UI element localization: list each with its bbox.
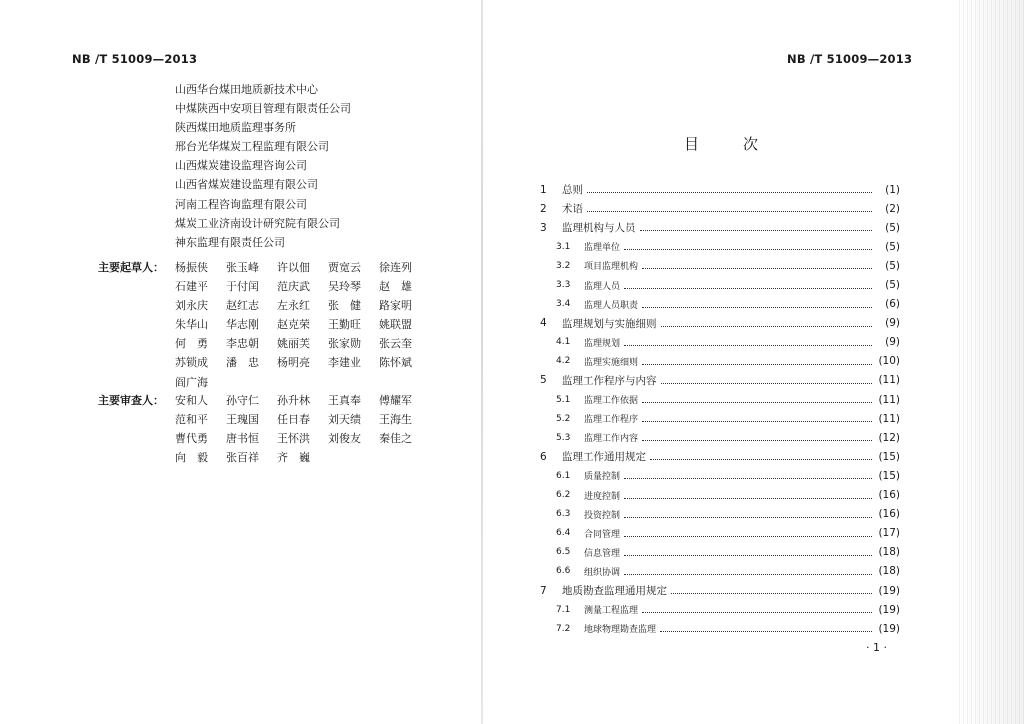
left-page (0, 0, 484, 724)
organization-item: 神东监理有限责任公司 (175, 235, 285, 249)
toc-title: 目次 (684, 135, 803, 153)
toc-leader-dots (642, 402, 872, 403)
person-name: 路家明 (379, 299, 412, 313)
toc-entry-page: (9) (885, 336, 900, 349)
person-name: 张家勋 (328, 337, 361, 351)
toc-leader-dots (642, 364, 872, 365)
organization-item: 煤炭工业济南设计研究院有限公司 (175, 216, 340, 230)
book-spine (481, 0, 483, 724)
toc-entry-number: 5.3 (556, 432, 571, 443)
toc-entry-number: 6.5 (556, 547, 571, 558)
toc-entry[interactable] (540, 256, 900, 275)
person-name: 王勤旺 (328, 318, 361, 332)
person-name: 姚丽芙 (277, 337, 310, 351)
person-name: 石建平 (175, 280, 208, 294)
toc-entry-number: 7 (540, 584, 547, 597)
toc-entry[interactable] (540, 486, 900, 505)
toc-leader-dots (624, 536, 872, 537)
person-name: 吴玲琴 (328, 280, 361, 294)
person-name: 刘俊友 (328, 432, 361, 446)
toc-leader-dots (624, 517, 872, 518)
person-name: 王瑰国 (226, 413, 259, 427)
person-name: 刘天绩 (328, 413, 361, 427)
toc-entry-number: 3 (540, 221, 547, 234)
toc-entry[interactable] (540, 466, 900, 485)
toc-entry[interactable] (540, 505, 900, 524)
organization-item: 山西煤炭建设监理咨询公司 (175, 159, 307, 173)
toc-entry-number: 1 (540, 183, 547, 196)
organization-item: 山西省煤炭建设监理有限公司 (175, 178, 318, 192)
main-reviewers-label: 主要审查人： (98, 394, 164, 407)
toc-entry-label: 合同管理 (584, 529, 621, 540)
person-name: 孙升林 (277, 394, 310, 407)
main-drafters-names (175, 258, 430, 392)
toc-leader-dots (650, 459, 872, 460)
toc-entry[interactable] (540, 390, 900, 409)
person-name: 朱华山 (175, 318, 208, 332)
toc-entry-number: 3.1 (556, 241, 571, 252)
person-name: 张玉峰 (226, 261, 259, 274)
person-name: 赵 雄 (379, 280, 412, 294)
person-name: 张云奎 (379, 337, 412, 351)
toc-entry-number: 3.2 (556, 260, 571, 271)
table-of-contents (540, 180, 900, 638)
toc-entry-label: 总则 (562, 184, 583, 197)
toc-entry-label: 监理人员 (584, 281, 621, 292)
toc-leader-dots (660, 631, 872, 632)
toc-leader-dots (624, 555, 872, 556)
toc-entry-label: 测量工程监理 (584, 606, 639, 617)
toc-entry-page: (1) (885, 183, 900, 196)
toc-entry-label: 地质勘查监理通用规定 (562, 585, 667, 598)
toc-entry[interactable] (540, 562, 900, 581)
toc-entry-page: (11) (878, 412, 900, 425)
toc-leader-dots (587, 192, 872, 193)
organization-item: 中煤陕西中安项目管理有限责任公司 (175, 102, 351, 116)
standard-code: NB /T 51009—2013 (72, 52, 198, 66)
toc-entry-page: (18) (878, 565, 900, 578)
toc-entry-label: 监理规划与实施细则 (562, 317, 657, 330)
person-name: 唐书恒 (226, 432, 259, 446)
organization-item: 山西华台煤田地质新技术中心 (175, 83, 318, 96)
toc-entry-page: (11) (878, 393, 900, 406)
toc-entry-label: 监理工作程序与内容 (562, 374, 657, 387)
toc-entry-label: 质量控制 (584, 472, 621, 483)
toc-entry-label: 地球物理勘查监理 (584, 625, 657, 636)
toc-entry-number: 4 (540, 317, 547, 330)
toc-leader-dots (671, 593, 872, 594)
toc-entry-number: 3.3 (556, 280, 571, 291)
toc-entry-number: 6.3 (556, 509, 571, 520)
toc-entry-number: 6.2 (556, 490, 571, 501)
main-reviewers-names (175, 391, 430, 467)
person-name: 刘永庆 (175, 299, 208, 313)
toc-entry-number: 5.2 (556, 413, 571, 424)
toc-entry-number: 2 (540, 202, 547, 215)
toc-entry[interactable] (540, 218, 900, 237)
toc-entry-page: (11) (878, 374, 900, 387)
person-name: 张 健 (328, 299, 361, 313)
toc-entry-number: 6.1 (556, 470, 571, 481)
toc-entry[interactable] (540, 428, 900, 447)
toc-leader-dots (624, 498, 872, 499)
toc-leader-dots (624, 288, 872, 289)
toc-leader-dots (642, 421, 872, 422)
person-name: 齐 巍 (277, 451, 310, 465)
toc-entry-number: 3.4 (556, 299, 571, 310)
toc-entry-page: (12) (878, 431, 900, 444)
scan-edge (956, 0, 1024, 724)
person-name: 杨明亮 (277, 356, 310, 370)
person-name: 秦佳之 (379, 432, 412, 446)
toc-entry-label: 监理工作内容 (584, 434, 639, 445)
person-name: 何 勇 (175, 337, 208, 351)
toc-entry-page: (2) (885, 202, 900, 215)
toc-entry[interactable] (540, 295, 900, 314)
toc-entry[interactable] (540, 447, 900, 466)
toc-leader-dots (624, 478, 872, 479)
person-name: 华志刚 (226, 318, 259, 332)
organization-list (175, 80, 351, 252)
toc-entry[interactable] (540, 180, 900, 199)
person-name: 赵红志 (226, 299, 259, 313)
toc-leader-dots (642, 612, 872, 613)
toc-entry[interactable] (540, 619, 900, 638)
toc-entry-page: (16) (878, 508, 900, 521)
toc-entry[interactable] (540, 524, 900, 543)
toc-entry-page: (5) (885, 259, 900, 272)
toc-entry-number: 5 (540, 374, 547, 387)
toc-entry-label: 监理单位 (584, 243, 621, 254)
toc-leader-dots (624, 345, 872, 346)
toc-leader-dots (624, 249, 872, 250)
toc-entry-number: 4.1 (556, 337, 571, 348)
toc-entry-number: 6.4 (556, 528, 571, 539)
person-name: 李忠朝 (226, 337, 259, 351)
person-name: 王真奉 (328, 394, 361, 407)
toc-entry-page: (17) (878, 527, 900, 540)
person-name: 姚联盟 (379, 318, 412, 332)
person-name: 孙守仁 (226, 394, 259, 407)
person-name: 阎广海 (175, 375, 208, 389)
person-name: 向 毅 (175, 451, 208, 465)
person-name: 范和平 (175, 413, 208, 427)
page-number: · 1 · (866, 641, 887, 654)
toc-leader-dots (624, 574, 872, 575)
toc-entry-number: 7.2 (556, 623, 571, 634)
toc-entry-page: (16) (878, 489, 900, 502)
toc-entry-label: 监理规划 (584, 338, 621, 349)
main-drafters-label: 主要起草人： (98, 261, 164, 274)
toc-entry[interactable] (540, 543, 900, 562)
toc-leader-dots (642, 440, 872, 441)
toc-entry-label: 信息管理 (584, 548, 621, 559)
person-name: 李建业 (328, 356, 361, 370)
toc-entry-page: (15) (878, 469, 900, 482)
toc-entry[interactable] (540, 371, 900, 390)
toc-entry-page: (9) (885, 317, 900, 330)
person-name: 潘 忠 (226, 356, 259, 370)
toc-entry-label: 项目监理机构 (584, 262, 639, 273)
toc-entry-page: (18) (878, 546, 900, 559)
toc-entry-label: 监理机构与人员 (562, 222, 636, 235)
toc-entry-label: 监理人员职责 (584, 300, 639, 311)
toc-entry-page: (6) (885, 298, 900, 311)
toc-leader-dots (640, 230, 873, 231)
toc-entry[interactable] (540, 199, 900, 218)
toc-entry[interactable] (540, 600, 900, 619)
toc-entry-label: 监理工作程序 (584, 415, 639, 426)
toc-entry-label: 监理工作通用规定 (562, 451, 646, 464)
toc-entry-number: 4.2 (556, 356, 571, 367)
organization-item: 河南工程咨询监理有限公司 (175, 197, 307, 211)
toc-entry-number: 5.1 (556, 394, 571, 405)
toc-leader-dots (661, 383, 873, 384)
toc-entry-page: (19) (878, 584, 900, 597)
toc-entry[interactable] (540, 333, 900, 352)
toc-entry[interactable] (540, 237, 900, 256)
person-name: 王海生 (379, 413, 412, 427)
toc-entry-number: 6.6 (556, 566, 571, 577)
toc-entry-page: (19) (878, 622, 900, 635)
toc-entry-page: (5) (885, 221, 900, 234)
organization-item: 邢台光华煤炭工程监理有限公司 (175, 140, 329, 154)
toc-entry[interactable] (540, 581, 900, 600)
toc-entry-page: (10) (878, 355, 900, 368)
toc-entry-page: (5) (885, 279, 900, 292)
person-name: 傅耀军 (379, 394, 412, 407)
toc-entry-number: 6 (540, 450, 547, 463)
toc-leader-dots (661, 326, 873, 327)
person-name: 于付闰 (226, 280, 259, 294)
person-name: 左永红 (277, 299, 310, 313)
toc-entry[interactable] (540, 409, 900, 428)
toc-entry-page: (15) (878, 450, 900, 463)
toc-entry-label: 投资控制 (584, 510, 621, 521)
person-name: 陈怀斌 (379, 356, 412, 370)
toc-entry-label: 监理实施细则 (584, 357, 639, 368)
person-name: 徐连列 (379, 261, 412, 274)
person-name: 安和人 (175, 394, 208, 407)
toc-leader-dots (642, 268, 872, 269)
toc-entry-page: (5) (885, 240, 900, 253)
toc-entry-label: 术语 (562, 203, 583, 216)
person-name: 王怀洪 (277, 432, 310, 446)
toc-entry[interactable] (540, 314, 900, 333)
toc-entry-number: 7.1 (556, 604, 571, 615)
toc-entry-page: (19) (878, 603, 900, 616)
toc-entry[interactable] (540, 275, 900, 294)
person-name: 贾宽云 (328, 261, 361, 274)
toc-entry-label: 组织协调 (584, 567, 621, 578)
person-name: 张百祥 (226, 451, 259, 465)
person-name: 赵克荣 (277, 318, 310, 332)
person-name: 任日春 (277, 413, 310, 427)
person-name: 杨振侠 (175, 261, 208, 274)
toc-entry-label: 监理工作依据 (584, 396, 639, 407)
toc-leader-dots (642, 307, 872, 308)
organization-item: 陕西煤田地质监理事务所 (175, 121, 296, 135)
toc-entry-label: 进度控制 (584, 491, 621, 502)
person-name: 许以佃 (277, 261, 310, 274)
person-name: 范庆武 (277, 280, 310, 294)
toc-entry[interactable] (540, 352, 900, 371)
standard-code: NB /T 51009—2013 (787, 52, 913, 66)
right-page (484, 0, 1024, 724)
person-name: 苏锁成 (175, 356, 208, 370)
person-name: 曹代勇 (175, 432, 208, 446)
toc-leader-dots (587, 211, 872, 212)
